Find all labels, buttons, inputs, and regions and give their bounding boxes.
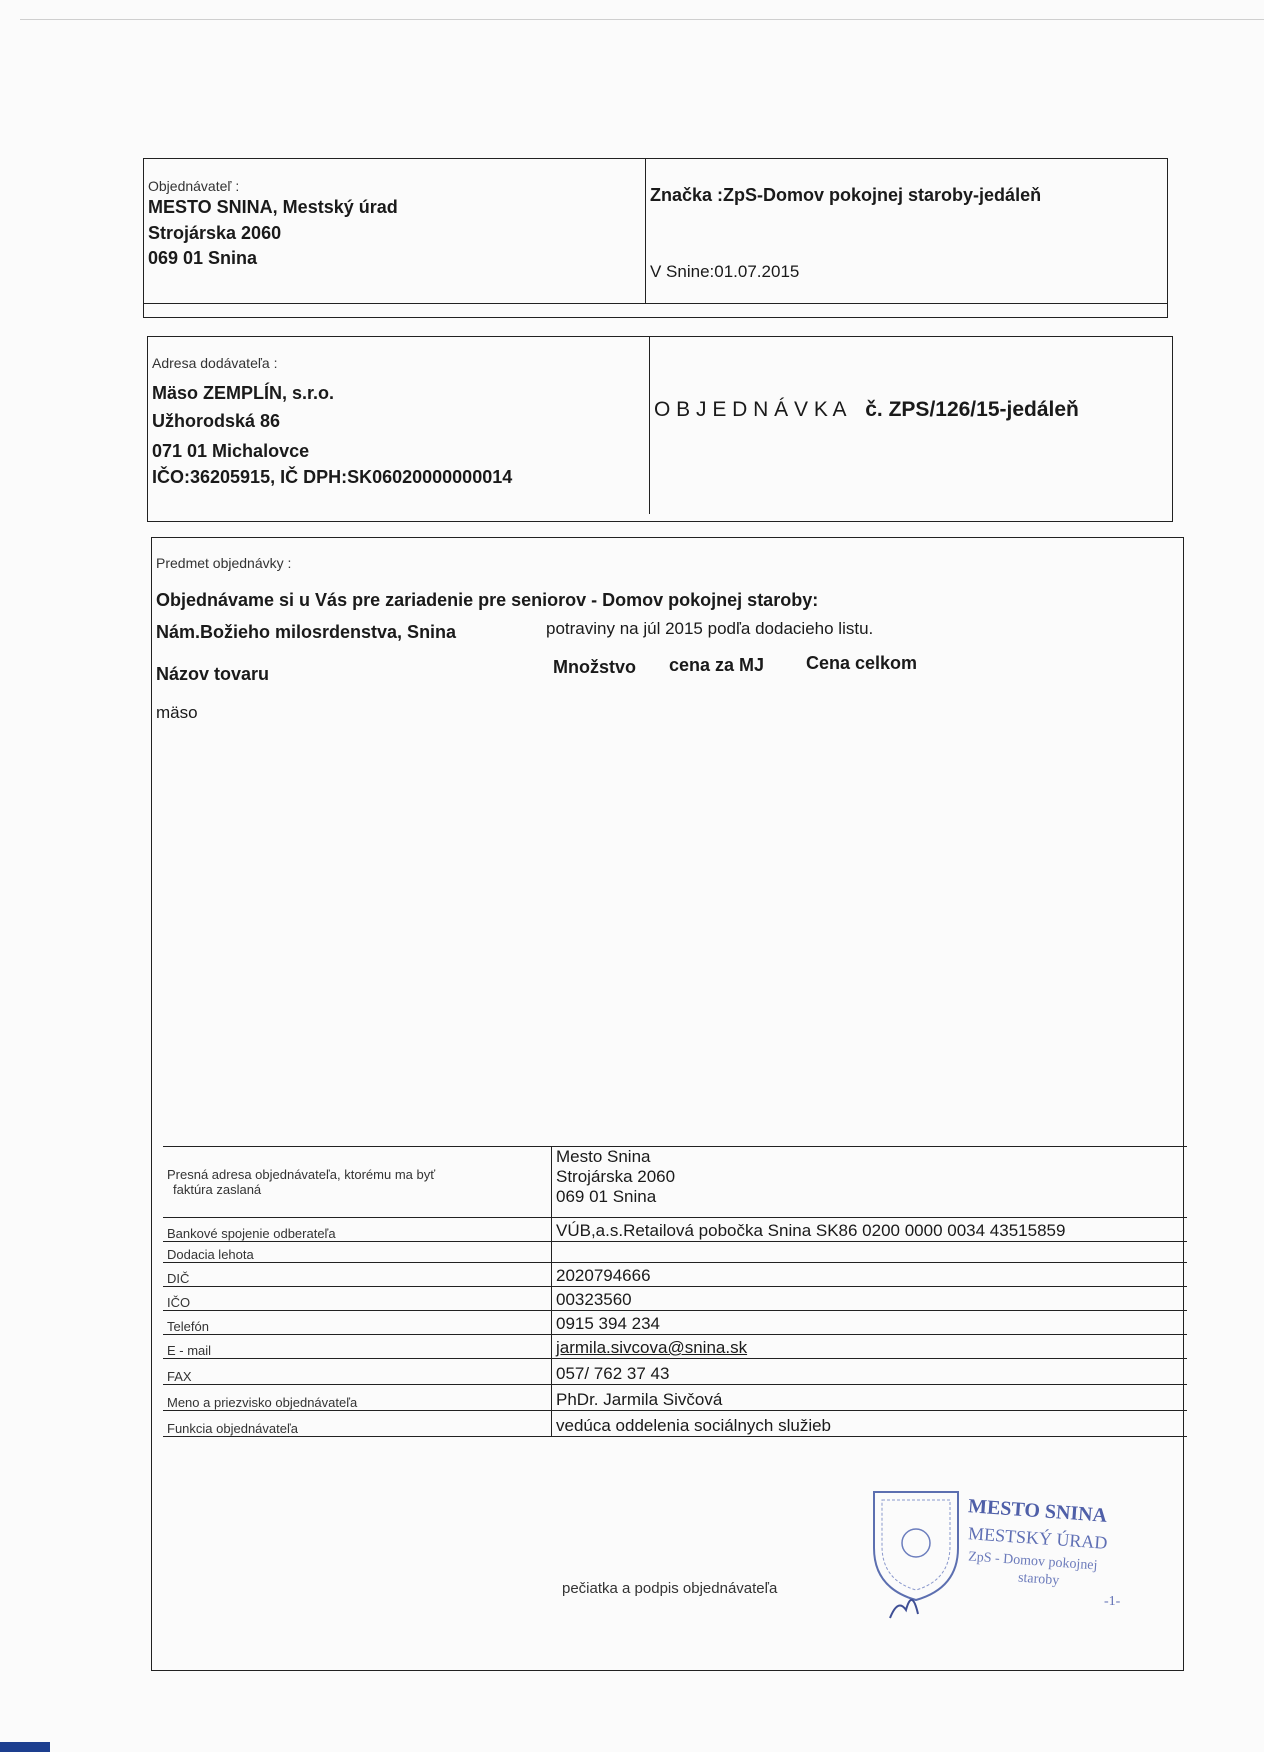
row-value: VÚB,a.s.Retailová pobočka Snina SK86 0200 0000 0034 43515859 [552,1218,1188,1242]
subject-line-2-note: potraviny na júl 2015 podľa dodacieho listu. [546,619,874,638]
order-mark: Značka :ZpS-Domov pokojnej staroby-jedáleň [650,185,1042,205]
orderer-label: Objednávateľ : [148,178,240,194]
signature-caption: pečiatka a podpis objednávateľa [562,1580,778,1597]
supplier-street: Užhorodská 86 [152,411,281,431]
official-stamp [868,1488,1143,1628]
stamp-line-3: ZpS - Domov pokojnej [967,1549,1098,1574]
column-total: Cena celkom [806,653,918,673]
page-mark: -1- [1104,1594,1121,1609]
invoice-address-line-1: Mesto Snina [556,1147,651,1166]
order-title [654,398,1079,422]
scan-top-edge [20,19,1264,20]
row-label: Bankové spojenie odberateľa [163,1218,552,1242]
column-unit-price: cena za MJ [669,655,765,675]
row-label: Meno a priezvisko objednávateľa [163,1385,552,1411]
supplier-divider [649,336,650,514]
column-goods-name: Názov tovaru [156,664,270,684]
email-link[interactable] [552,1335,1188,1359]
row-label: Dodacia lehota [163,1242,552,1263]
subject-line-2: Nám.Božieho milosrdenstva, Snina [156,622,457,642]
invoice-address-line-3: 069 01 Snina [556,1187,657,1206]
supplier-name: Mäso ZEMPLÍN, s.r.o. [152,383,335,403]
row-label: FAX [163,1359,552,1385]
order-word: O B J E D N Á V K A [654,398,846,421]
column-quantity: Množstvo [553,657,636,677]
row-value: vedúca oddelenia sociálnych služieb [552,1411,1188,1437]
item-name: mäso [156,703,198,722]
table-row [163,1359,1187,1385]
subject-line-1: Objednávame si u Vás pre zariadenie pre seniorov - Domov pokojnej staroby: [156,590,819,610]
invoice-address-label [163,1147,552,1218]
orderer-divider [645,158,646,303]
row-label: IČO [163,1287,552,1311]
order-date: V Snine:01.07.2015 [650,262,800,281]
row-value [552,1242,1188,1263]
subject-label: Predmet objednávky : [156,555,292,571]
table-row [163,1242,1187,1263]
invoice-address-line-2: Strojárska 2060 [556,1167,676,1186]
invoice-address-value [552,1147,1188,1218]
invoice-address-label-2: faktúra zaslaná [173,1182,262,1197]
row-value: 00323560 [552,1287,1188,1311]
row-value: 057/ 762 37 43 [552,1359,1188,1385]
table-row [163,1287,1187,1311]
table-row [163,1263,1187,1287]
row-value: PhDr. Jarmila Sivčová [552,1385,1188,1411]
row-label: E - mail [163,1335,552,1359]
order-number: č. ZPS/126/15-jedáleň [865,398,1079,421]
table-row [163,1218,1187,1242]
stamp-line-2: MESTSKÝ ÚRAD [967,1523,1109,1553]
row-label: Telefón [163,1311,552,1335]
email-text[interactable]: jarmila.sivcova@snina.sk [556,1338,748,1357]
invoice-table [163,1146,1187,1437]
supplier-city: 071 01 Michalovce [152,441,310,461]
orderer-city: 069 01 Snina [148,248,258,268]
orderer-bottom-rule [143,303,1168,304]
table-row [163,1311,1187,1335]
row-label: DIČ [163,1263,552,1287]
row-value: 0915 394 234 [552,1311,1188,1335]
orderer-street: Strojárska 2060 [148,223,282,243]
supplier-label: Adresa dodávateľa : [152,355,278,371]
stamp-line-4: staroby [1017,1570,1060,1589]
invoice-address-row [163,1147,1187,1218]
row-value: 2020794666 [552,1263,1188,1287]
orderer-name: MESTO SNINA, Mestský úrad [148,197,398,217]
row-label: Funkcia objednávateľa [163,1411,552,1437]
scan-corner-mark [0,1742,50,1752]
table-row [163,1411,1187,1437]
orderer-box [143,158,1168,318]
table-row [163,1385,1187,1411]
supplier-ids: IČO:36205915, IČ DPH:SK06020000000014 [152,467,513,487]
supplier-box [147,336,1173,522]
invoice-address-label-1: Presná adresa objednávateľa, ktorému ma byť [167,1167,436,1182]
stamp-line-1: MESTO SNINA [967,1495,1108,1527]
table-row [163,1335,1187,1359]
